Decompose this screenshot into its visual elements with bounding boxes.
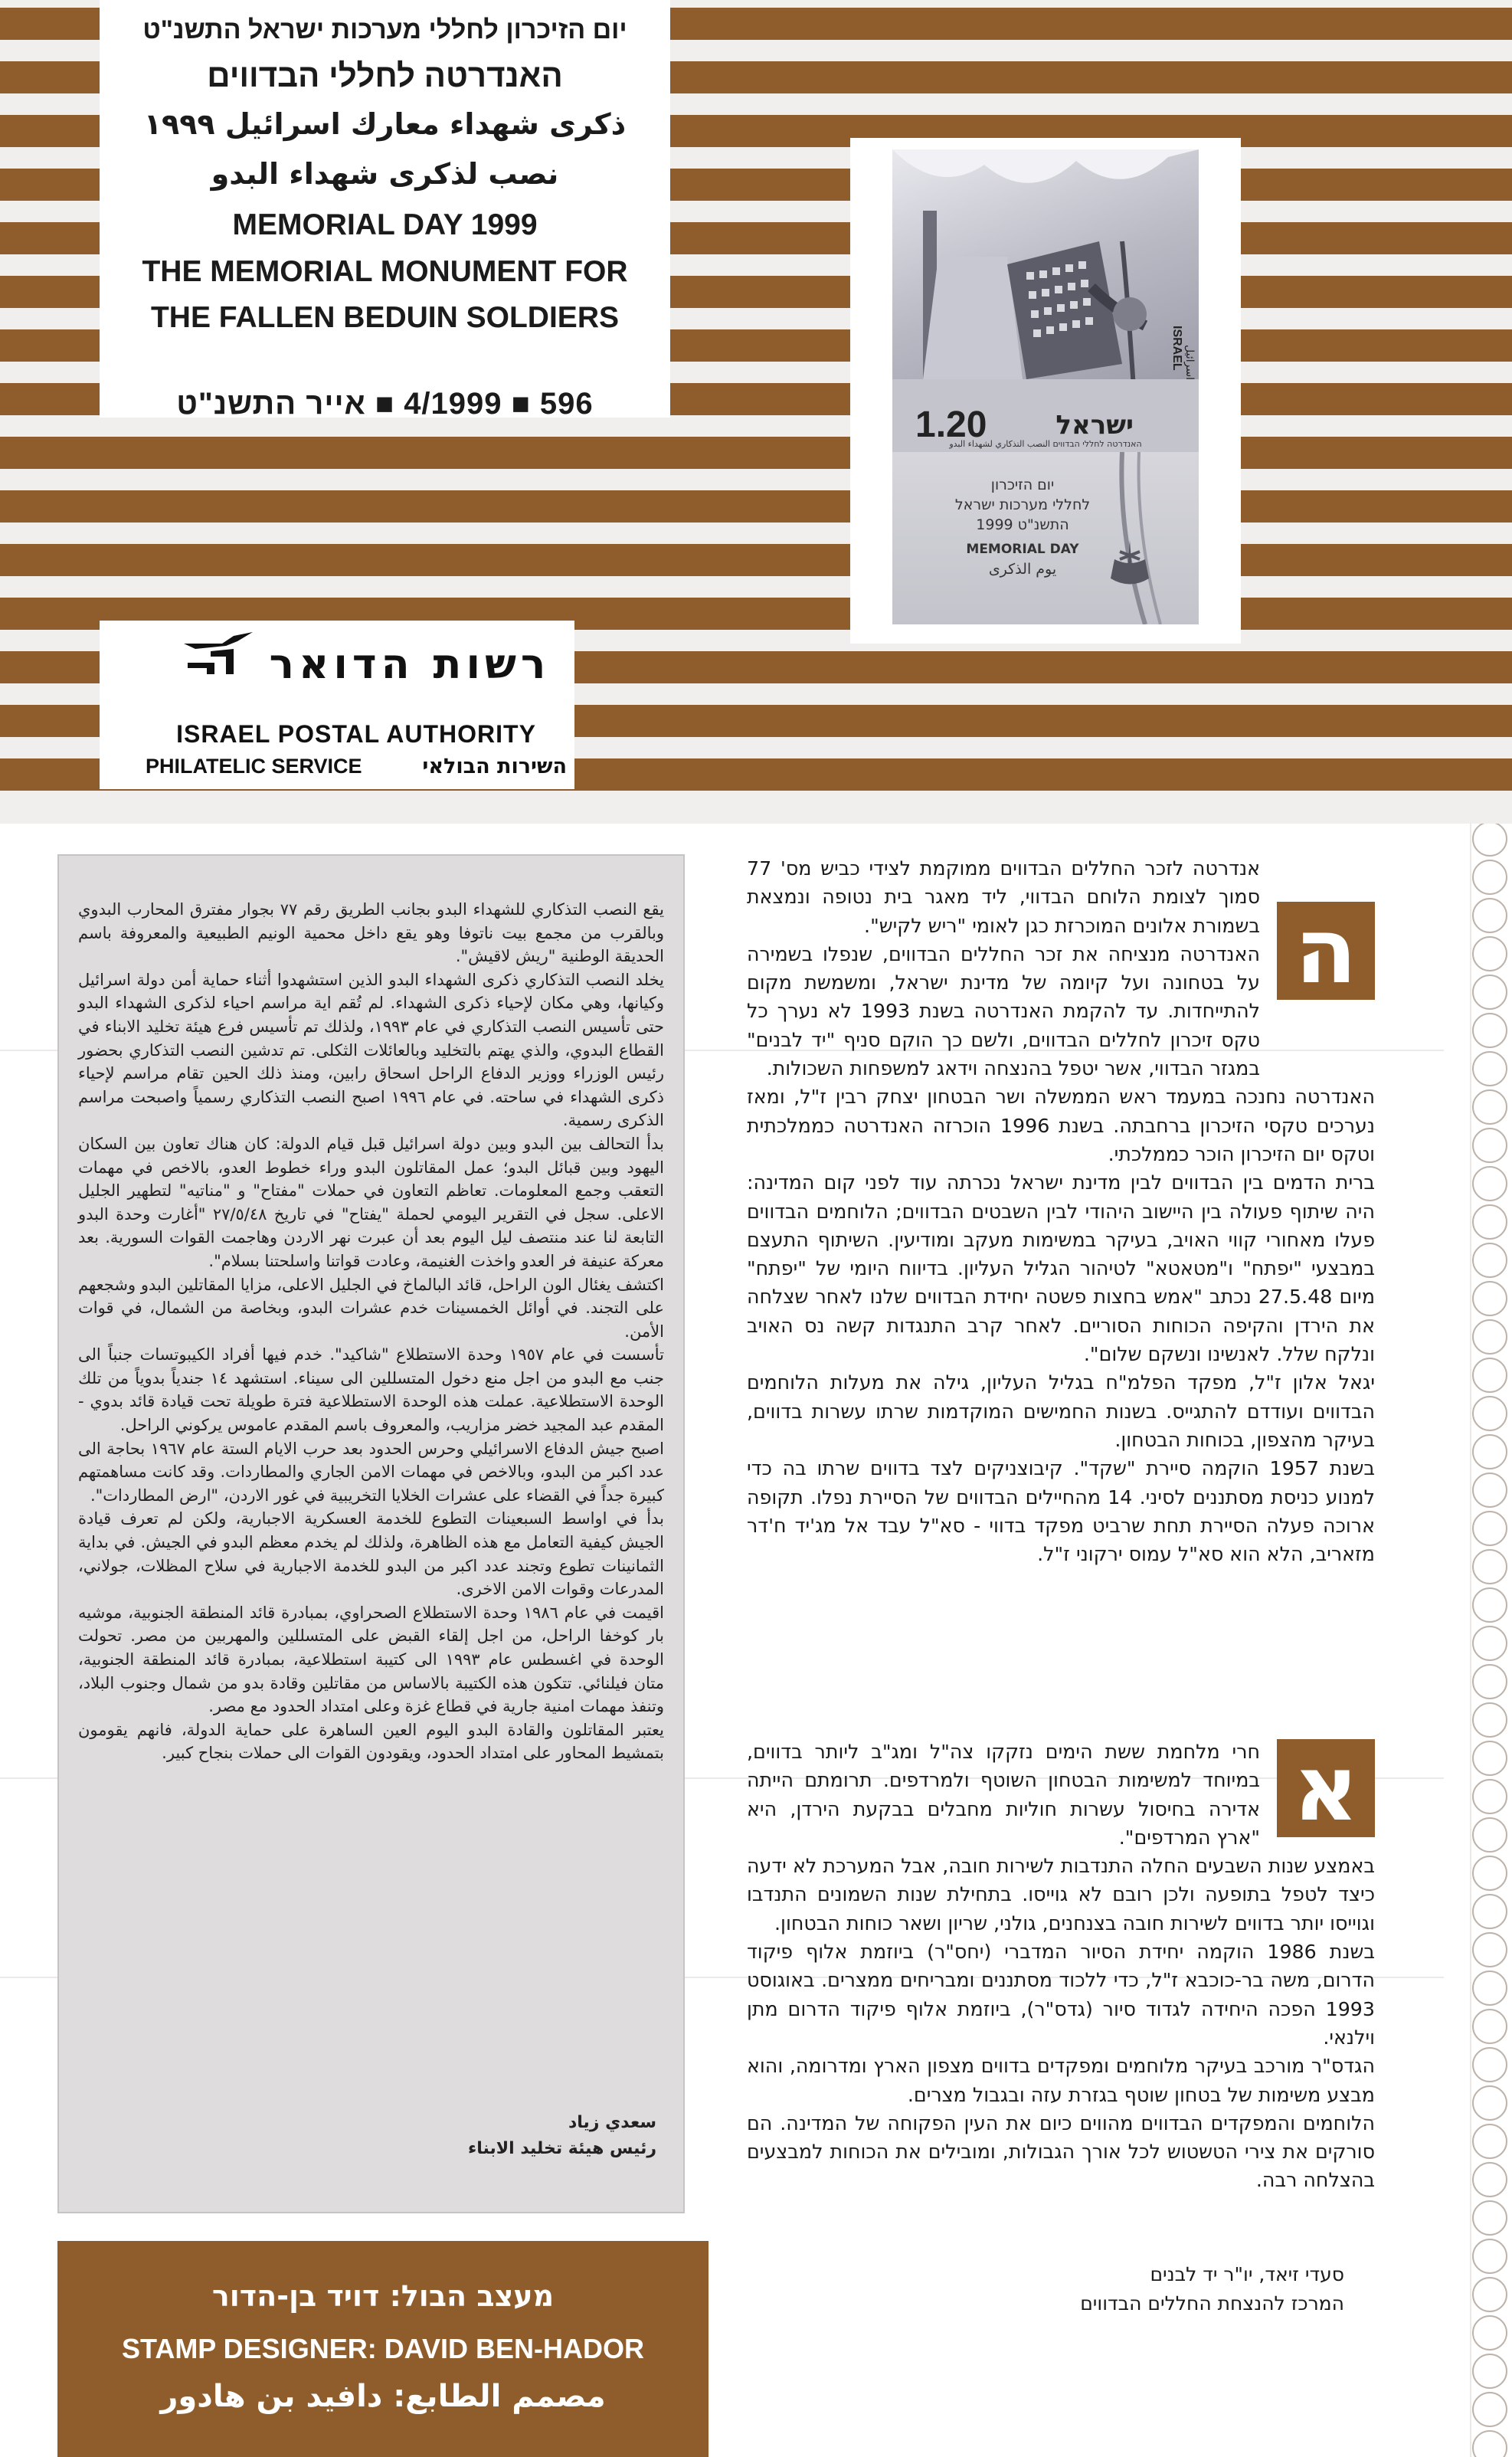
postal-authority-panel [100,621,574,789]
stamp-tab [892,452,1199,624]
stripe-section [0,0,1512,824]
perforation-notch [1473,2278,1507,2311]
postal-authority-logo-icon [180,632,257,678]
perforation-notch [1473,860,1507,894]
perforation-notch [1473,2239,1507,2273]
perforation-notch [1473,1014,1507,1047]
hebrew-paragraph: האנדרטה נחנכה במעמד ראש הממשלה ושר הבטחון יצחק רבין ז"ל, ומאז נערכים טקסי הזיכרון ברחבתה. בשנת 1996 הוכרזה האנדרטה כממלכתית וטקס יום הזיכרון הוכר כממלכתי. [747,1086,1375,1165]
stamp-tab-hebrew-1: יום הזיכרון [990,477,1055,493]
stamp-tab-text [946,475,1099,579]
perforation-notch [1473,1933,1507,1967]
perforation-notch [1473,1550,1507,1584]
perforation-notch [1473,937,1507,971]
hebrew-section-1 [747,854,1375,1568]
arabic-signature-title: رئيس هيئة تخليد الابناء [468,2139,656,2158]
arabic-paragraph: تأسست في عام ١٩٥٧ وحدة الاستطلاع "شاكيد". خدم فيها أفراد الكيبوتسات جنباً الى جنب مع البدو من اجل منع دخول المتسللين الى سيناء. استشهد ١٤ جندياً بدوياً من تلك الوحدة الاستطلاعية. عملت هذه الوحدة الاستطلاعية فترة طويلة تحت قيادة قائد بدوي - المقدم عبد المجيد خضر مزاريب، والمعروف باسم المقدم عاموس يركوني الراحل. [78,1345,664,1435]
perforation-notch [1473,2086,1507,2120]
perforation-notch [1473,1320,1507,1354]
perforation-notch [1473,1588,1507,1622]
hebrew-paragraph: באמצע שנות השבעים החלה התנדבות לשירות חובה, אבל המערכת לא ידעה כיצד לטפל בתופעה ולכן רובם לא גוייסו. בתחילת שנות השמונים התנדבו וגוייסו יותר בדווים לשירות חובה בצנחנים, גולני, שריון ושאר כוחות הבטחון. [747,1855,1375,1934]
perforation-notch [1473,1090,1507,1124]
perforation-notch [1473,2048,1507,2082]
hebrew-title-line-2: האנדרטה לחללי הבדווים [207,57,563,93]
perforation-notch [1473,1665,1507,1699]
hebrew-paragraph: אנדרטה לזכר החללים הבדווים ממוקמת לצידי כביש מס' 77 סמוך לצומת הלוחם הבדווי, ליד מאגר בית נטופה ונמצאת בשמורת אלונים המוכרזת כגן לאומי "ריש לקיש". [747,857,1260,937]
arabic-article-text [78,898,664,1765]
arabic-paragraph: يقع النصب التذكاري للشهداء البدو بجانب الطريق رقم ٧٧ بجوار مفترق المحارب البدوي وبالقرب من مجمع بيت ناتوفا وهو يقع داخل محمية الونيم الطبيعية والمعروفة باسم الحديقة الوطنية "ريش لاقيش". [78,900,664,966]
hebrew-paragraph: בשנת 1986 הוקמה יחידת הסיור המדברי (יחס"ר) ביוזמת אלוף פיקוד הדרום, משה בר-כוכבא ז"ל, כדי ללכוד מסתננים ומבריחים ממצרים. באוגוסט 1993 הפכה היחידה לגדוד סיור (גדס"ר), ביוזמת אלוף פיקוד הדרום מתן וילנאי. [747,1941,1375,2049]
perforation-edge [1444,824,1512,2457]
stamp-country-arabic: اسرائيل [1183,345,1196,380]
stripe [0,544,1512,576]
perforation-notch [1473,1243,1507,1277]
hebrew-section-2 [747,1738,1375,2195]
perforation-notch [1473,1856,1507,1890]
hebrew-signature [747,2260,1344,2318]
authority-english-name: ISRAEL POSTAL AUTHORITY [176,720,536,748]
stamp-tab-hebrew-2: לחללי מערכות ישראל [954,496,1091,513]
arabic-signature [468,2110,656,2162]
arabic-paragraph: اكتشف يغئال الون الراحل، قائد البالماخ في الجليل الاعلى، مزايا المقاتلين البدو وشجعهم على التجند. في أوائل الخمسينات خدم عشرات البدو، وبخاصة من الشمال، في قوات الأمن. [78,1275,664,1341]
perforation-notch [1473,1435,1507,1469]
authority-hebrew-name: רשות הדואר [269,640,551,688]
english-title-line-1: MEMORIAL DAY 1999 [232,208,538,241]
stamp-tab-arabic: يوم الذكرى [988,561,1057,578]
hebrew-paragraph: האנדרטה מנציחה את זכר החללים הבדווים, שנפלו בשמירה על בטחונה ועל קיומה של מדינת ישראל, ומשמשת מקום להתייחדות. עד להקמת האנדרטה בשנת 1993 לא נערך כל טקס זיכרון לחללים הבדווים, ולשם כך הוקם סניף "יד לבנים" במגזר הבדווי, אשר יטפל בהנצחה וידאג למשפחות השכולות. [747,942,1260,1080]
designer-hebrew: מעצב הבול: דויד בן-הדור [211,2279,555,2313]
hebrew-paragraph: ברית הדמים בין הבדווים לבין מדינת ישראל נכרתה עוד לפני קום המדינה: היה שיתוף פעולה בין היישוב היהודי לבין השבטים הבדווים; הלוחמים הבדווים פעלו מאחורי קווי האויב, בעיקר במשימות מעקב ומודיעין. השיתוף התעצם במבצעי "יפתח" ו"מטאטא" לטיהור הגליל העליון. בדיווח היומי של "יפתח" מיום 27.5.48 נכתב "אמש בחצות פשטה יחידת הבדווים שלנו לאחר שצלחה את הירדן והקיפה הכוחות הסוריים. לאחר קרב התנגדות קשה נס האויב ונלקח שלל. לאנשינו ונשקם שלום". [747,1171,1376,1366]
perforation-notch [1473,1473,1507,1507]
perforation-notch [1473,1129,1507,1162]
stamp-designer-band [57,2241,709,2457]
stamp-country-english: ISRAEL [1170,326,1183,371]
stamp-caption: האנדרטה לחללי הבדווים النصب التذكاري لشهداء البدو [949,439,1142,449]
perforation-notch [1473,2010,1507,2043]
perforation-notch [1473,1971,1507,2005]
arabic-paragraph: اقيمت في عام ١٩٨٦ وحدة الاستطلاع الصحراوي، بمبادرة قائد المنطقة الجنوبية، موشيه بار كوخفا الراحل، من اجل إلقاء القبض على المتسللين والمهربين من مصر. تحولت الوحدة في اغسطس عام ١٩٩٣ الى كتيبة استطلاعية، بمبادرة قائد المنطقة الجنوبية، متان فيلنائي. تتكون هذه الكتيبة بالاساس من مقاتلين وقادة بدو من شمال وجنوب البلاد، وتنفذ مهمات امنية جارية في قطاع غزة وعلى امتداد الحدود مع مصر. [78,1603,664,1716]
perforation-notch [1473,1358,1507,1392]
stamp-value: 1.20 [915,405,987,445]
service-english: PHILATELIC SERVICE [146,755,362,778]
perforation-notch [1473,1205,1507,1239]
arabic-title-line-2: نصب لذكرى شهداء البدو [211,157,559,191]
stamp-tab-english: MEMORIAL DAY [966,542,1079,557]
hebrew-title-line-1: יום הזיכרון לחללי מערכות ישראל התשנ"ט [142,15,627,44]
perforation-notch [1473,2163,1507,2197]
stripe [0,490,1512,523]
stamp-panel [850,138,1241,644]
arabic-title-line-1: ذكرى شهداء معارك اسرائيل ١٩٩٩ [143,107,627,141]
perforation-notch [1473,2316,1507,2350]
perforation-notch [1473,2431,1507,2457]
arabic-article-box [57,854,685,2213]
perforation-notch [1473,1052,1507,1086]
philatelic-service-line [146,755,567,778]
designer-english: STAMP DESIGNER: DAVID BEN-HADOR [121,2333,645,2364]
hebrew-signature-name: סעדי זיאד, יו"ר יד לבנים [1150,2263,1344,2285]
english-title-line-3: THE FALLEN BEDUIN SOLDIERS [150,301,620,334]
perforation-notch [1473,2393,1507,2426]
designer-arabic: مصمم الطابع: دافيد بن هادور [160,2379,606,2414]
service-hebrew: השירות הבולאי [422,755,567,778]
english-title-line-2: THE MEMORIAL MONUMENT FOR [142,255,628,288]
arabic-paragraph: يخلد النصب التذكاري ذكرى الشهداء البدو الذين استشهدوا أثناء حماية أمن دولة اسرائيل وكيانها، وهي مكان لإحياء ذكرى الشهداء. لم تُقم اية مراسم احياء لذكرى الشهداء البدو حتى تأسيس النصب التذكاري في عام ١٩٩٣، ولذلك تم تأسيس فرع هيئة تخليد الابناء في القطاع البدوي، والذي يهتم بالتخليد وبالعائلات الثكلى. تم تدشين النصب التذكاري بحضور رئيس الوزراء ووزير الدفاع الراحل اسحاق رابين، ومنذ ذلك الحين تقام مراسم لإحياء ذكرى الشهداء في ساحته. في عام ١٩٩٦ اصبح النصب التذكاري رسمياً واصبحت مراسم الذكرى رسمية. [78,970,665,1130]
perforation-notch [1473,1895,1507,1928]
perforation-notch [1473,1780,1507,1813]
perforation-notch [1473,1512,1507,1545]
hebrew-signature-title: המרכז להנצחת החללים הבדווים [1080,2292,1344,2314]
perforation-notch [1473,1741,1507,1775]
stamp [892,149,1199,624]
perforation-notch [1473,2124,1507,2158]
arabic-signature-name: سعدي زياد [568,2113,656,2132]
perforation-notch [1473,2201,1507,2235]
hebrew-paragraph: הגדס"ר מורכב בעיקר מלוחמים ומפקדים בדווים מצפון הארץ ומדרומה, והוא מבצע משימות של בטחון שוטף בגזרת עזה ובגבול מצרים. [747,2055,1375,2106]
issue-line: 596 ■ 4/1999 ■ אייר התשנ"ט [176,387,594,421]
perforation-notch [1473,1282,1507,1315]
hebrew-paragraph: יגאל אלון ז"ל, מפקד הפלמ"ח בגליל העליון, גילה את מעלות הלוחמים הבדווים ועודדם להתגייס. בשנות החמישים המוקדמות שרתו עשרות בדווים, בעיקר מהצפון, בכוחות הבטחון. [747,1371,1375,1451]
perforation-notch [1473,1397,1507,1430]
arabic-paragraph: اصبح جيش الدفاع الاسرائيلي وحرس الحدود بعد حرب الايام الستة عام ١٩٦٧ بحاجة الى عدد اكبر من البدو، وبالاخص في مهمات الامن الجاري والمطاردات. وقد كانت مساهمتهم كبيرة جداً في القضاء على عشرات الخلايا التخريبية في غور الاردن، "ارض المطاردات". [78,1439,664,1505]
perforation-notch [1473,975,1507,1009]
perforation-notch [1473,1818,1507,1852]
arabic-paragraph: يعتبر المقاتلون والقادة البدو اليوم العين الساهرة على حماية الدولة، فانهم يقومون بتمشيط المحاور على امتداد الحدود، ويقودون القوات الى حملات بنجاح كبير. [78,1720,664,1763]
stamp-image [892,149,1199,452]
perforation-notch [1473,899,1507,932]
stamp-tab-hebrew-3: התשנ"ט 1999 [976,516,1069,533]
title-panel [100,0,670,421]
perforation-notch [1473,1627,1507,1660]
stamp-country-hebrew: ישראל [1055,410,1134,441]
hebrew-paragraph: בשנת 1957 הוקמה סיירת "שקד". קיבוצניקים לצד בדווים שרתו בה כדי למנוע כניסת מסתננים לסיני. 14 מהחיילים הבדווים של הסיירת נפלו. תקופה ארוכה פעלה הסיירת תחת שרביט מפקד בדווי - סא"ל עבד אל מג'יד ח'דר מזאריב, הלא הוא סא"ל עמוס ירקוני ז"ל. [747,1457,1376,1566]
perforation-notch [1473,824,1507,856]
arabic-paragraph: بدأ في اواسط السبعينات التطوع للخدمة العسكرية الاجبارية، ولكن لم تعرف قيادة الجيش كيفية التعامل مع هذه الظاهرة، ولذلك لم يخدم معظم البدو في الجيش. في بداية الثمانينات تطوع وتجند عدد اكبر من البدو للخدمة الاجبارية في سلاح المظلات، جولاني، المدرعات وقوات الامن الاخرى. [78,1509,664,1599]
perforation-notch [1473,2354,1507,2388]
hebrew-paragraph: חרי מלחמת ששת הימים נזקקו צה"ל ומג"ב ליותר בדווים, במיוחד למשימות הבטחון השוטף ולמרדפים. תרומתם הייתה אדירה בחיסול עשרות חוליות מחבלים בבקעת הירדן, היא "ארץ המרדפים". [747,1741,1260,1849]
perforation-notch [1473,1167,1507,1201]
hebrew-paragraph: הלוחמים והמפקדים הבדווים מהווים כיום את העין הפקוחה של המדינה. הם סורקים את צירי הטשטוש לכל אורך הגבולות, ומובילים את הכוחות למבצעים בהצלחה רבה. [747,2111,1375,2192]
idf-emblem-icon [1103,536,1157,590]
dropcap-he: ה [1277,902,1375,1000]
dropcap-alef: א [1277,1739,1375,1837]
perforation-notch [1473,1703,1507,1737]
stripe [0,437,1512,469]
arabic-paragraph: بدأ التحالف بين البدو وبين دولة اسرائيل قبل قيام الدولة: كان هناك تعاون بين السكان اليهود وبين قبائل البدو؛ عمل المقاتلون البدو وراء خطوط العدو، بالاخص في مهمات التعقب وجمع المعلومات. تعاظم التعاون في حملات "مفتاح" و "مناتيه" لتطهير الجليل الاعلى. سجل في التقرير اليومي لحملة "يفتاح" في تاريخ ٢٧/٥/٤٨ "أغارت وحدة البدو التابعة لنا عند منتصف ليل اليوم بعد أن عبرت نهر الاردن وهاجمت القوات السورية. بعد معركة عنيفة فر العدو واخذت الغنيمة، وعادت قواتنا واسلحتنا بسلام". [78,1134,664,1270]
